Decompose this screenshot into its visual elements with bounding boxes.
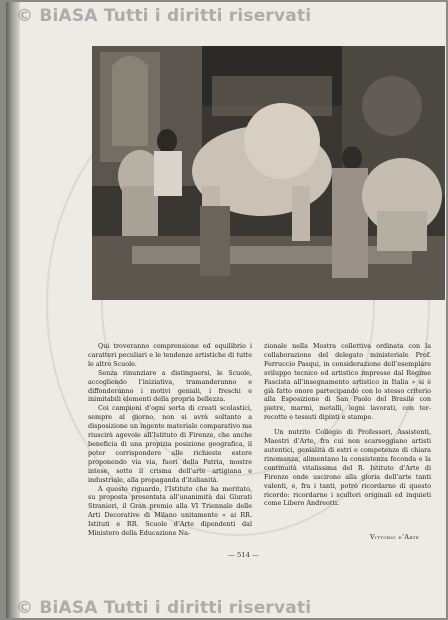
sculpture-workshop-photo xyxy=(92,46,445,300)
paragraph: Senza rinunziare a distinguersi, le Scuole, accogliendo l’iniziativa, tramanderanno e diffonderanno i motivi geniali, i freschi e inimitabili elementi della propria bellezza. xyxy=(88,368,252,404)
document-page xyxy=(6,2,446,618)
author-signature: Vittorio d’Arte xyxy=(370,533,420,541)
text-column-left xyxy=(88,342,252,538)
text-column-right xyxy=(264,342,431,508)
paragraph: Un nutrito Collegio di Professori, Assistenti, Maestri d’Arte, fra cui non scarseggiano artisti autentici, genialità di estri e competenze di chiara rinomanza, alimentano la consistenza feconda e la continuità vitalissima del R. Istituto d’Arte di Firenze onde uscirono alla gloria dell’arte tanti valenti, e, fra i tanti, potrò ricordarne di questo ricordo: ricordarne i scultori originali ed inquieti come Libero Andreotti. xyxy=(264,428,431,508)
paragraph: Coi campioni d’ogni sorta di creati scolastici, sempre al giorno, non si avrà soltanto a disposizione un ingente materiale comparativo ma riuscirà agevole all’Istituto di Firenze, che anche beneficia di una propizia posizione geografica, il poter corrispondere alle richieste estere proponendo via via, fuori della Patria, mostre intese, sotto il crisma dell’arte artigiana e industriale, alla propaganda d’italianità. xyxy=(88,404,252,484)
paragraph: A questo riguardo, l’Istituto che ha meritato, su proposta presentata all’unanimità dai Giurati Stranieri, il Gran premio alla VI Triennale delle Arti Decorative di Milano unitamente « ai RR. Istituti e RR. Scuole d’Arte dipendenti dal Ministero della Educazione Na- xyxy=(88,484,252,538)
page-number: — 514 — xyxy=(228,551,259,559)
paragraph: zionale nella Mostra collettiva ordinata con la collaborazione del delegato ministeriale Prof. Ferruccio Pasqui, in considerazione dell’esemplare sviluppo tecnico ed artistico impresso dal Regime Fascista all’insegnamento artistico in Italia » si è già fatto onore partecipando con lo stesso criterio alla Esposizione di San Paolo del Brasile con pietre, marmi, metalli, legni lavorati, con terrecotte e tessuti dipinti e stampe. xyxy=(264,342,431,422)
paragraph: Qui troveranno comprensione ed equilibrio i caratteri peculiari e le tendenze artistiche di tutte le altre Scuole. xyxy=(88,342,252,368)
page-gutter xyxy=(6,2,20,618)
watermark-top: © BiASA Tutti i diritti riservati xyxy=(16,6,312,26)
watermark-bottom: © BiASA Tutti i diritti riservati xyxy=(16,598,312,618)
photo-illustration xyxy=(92,46,445,300)
